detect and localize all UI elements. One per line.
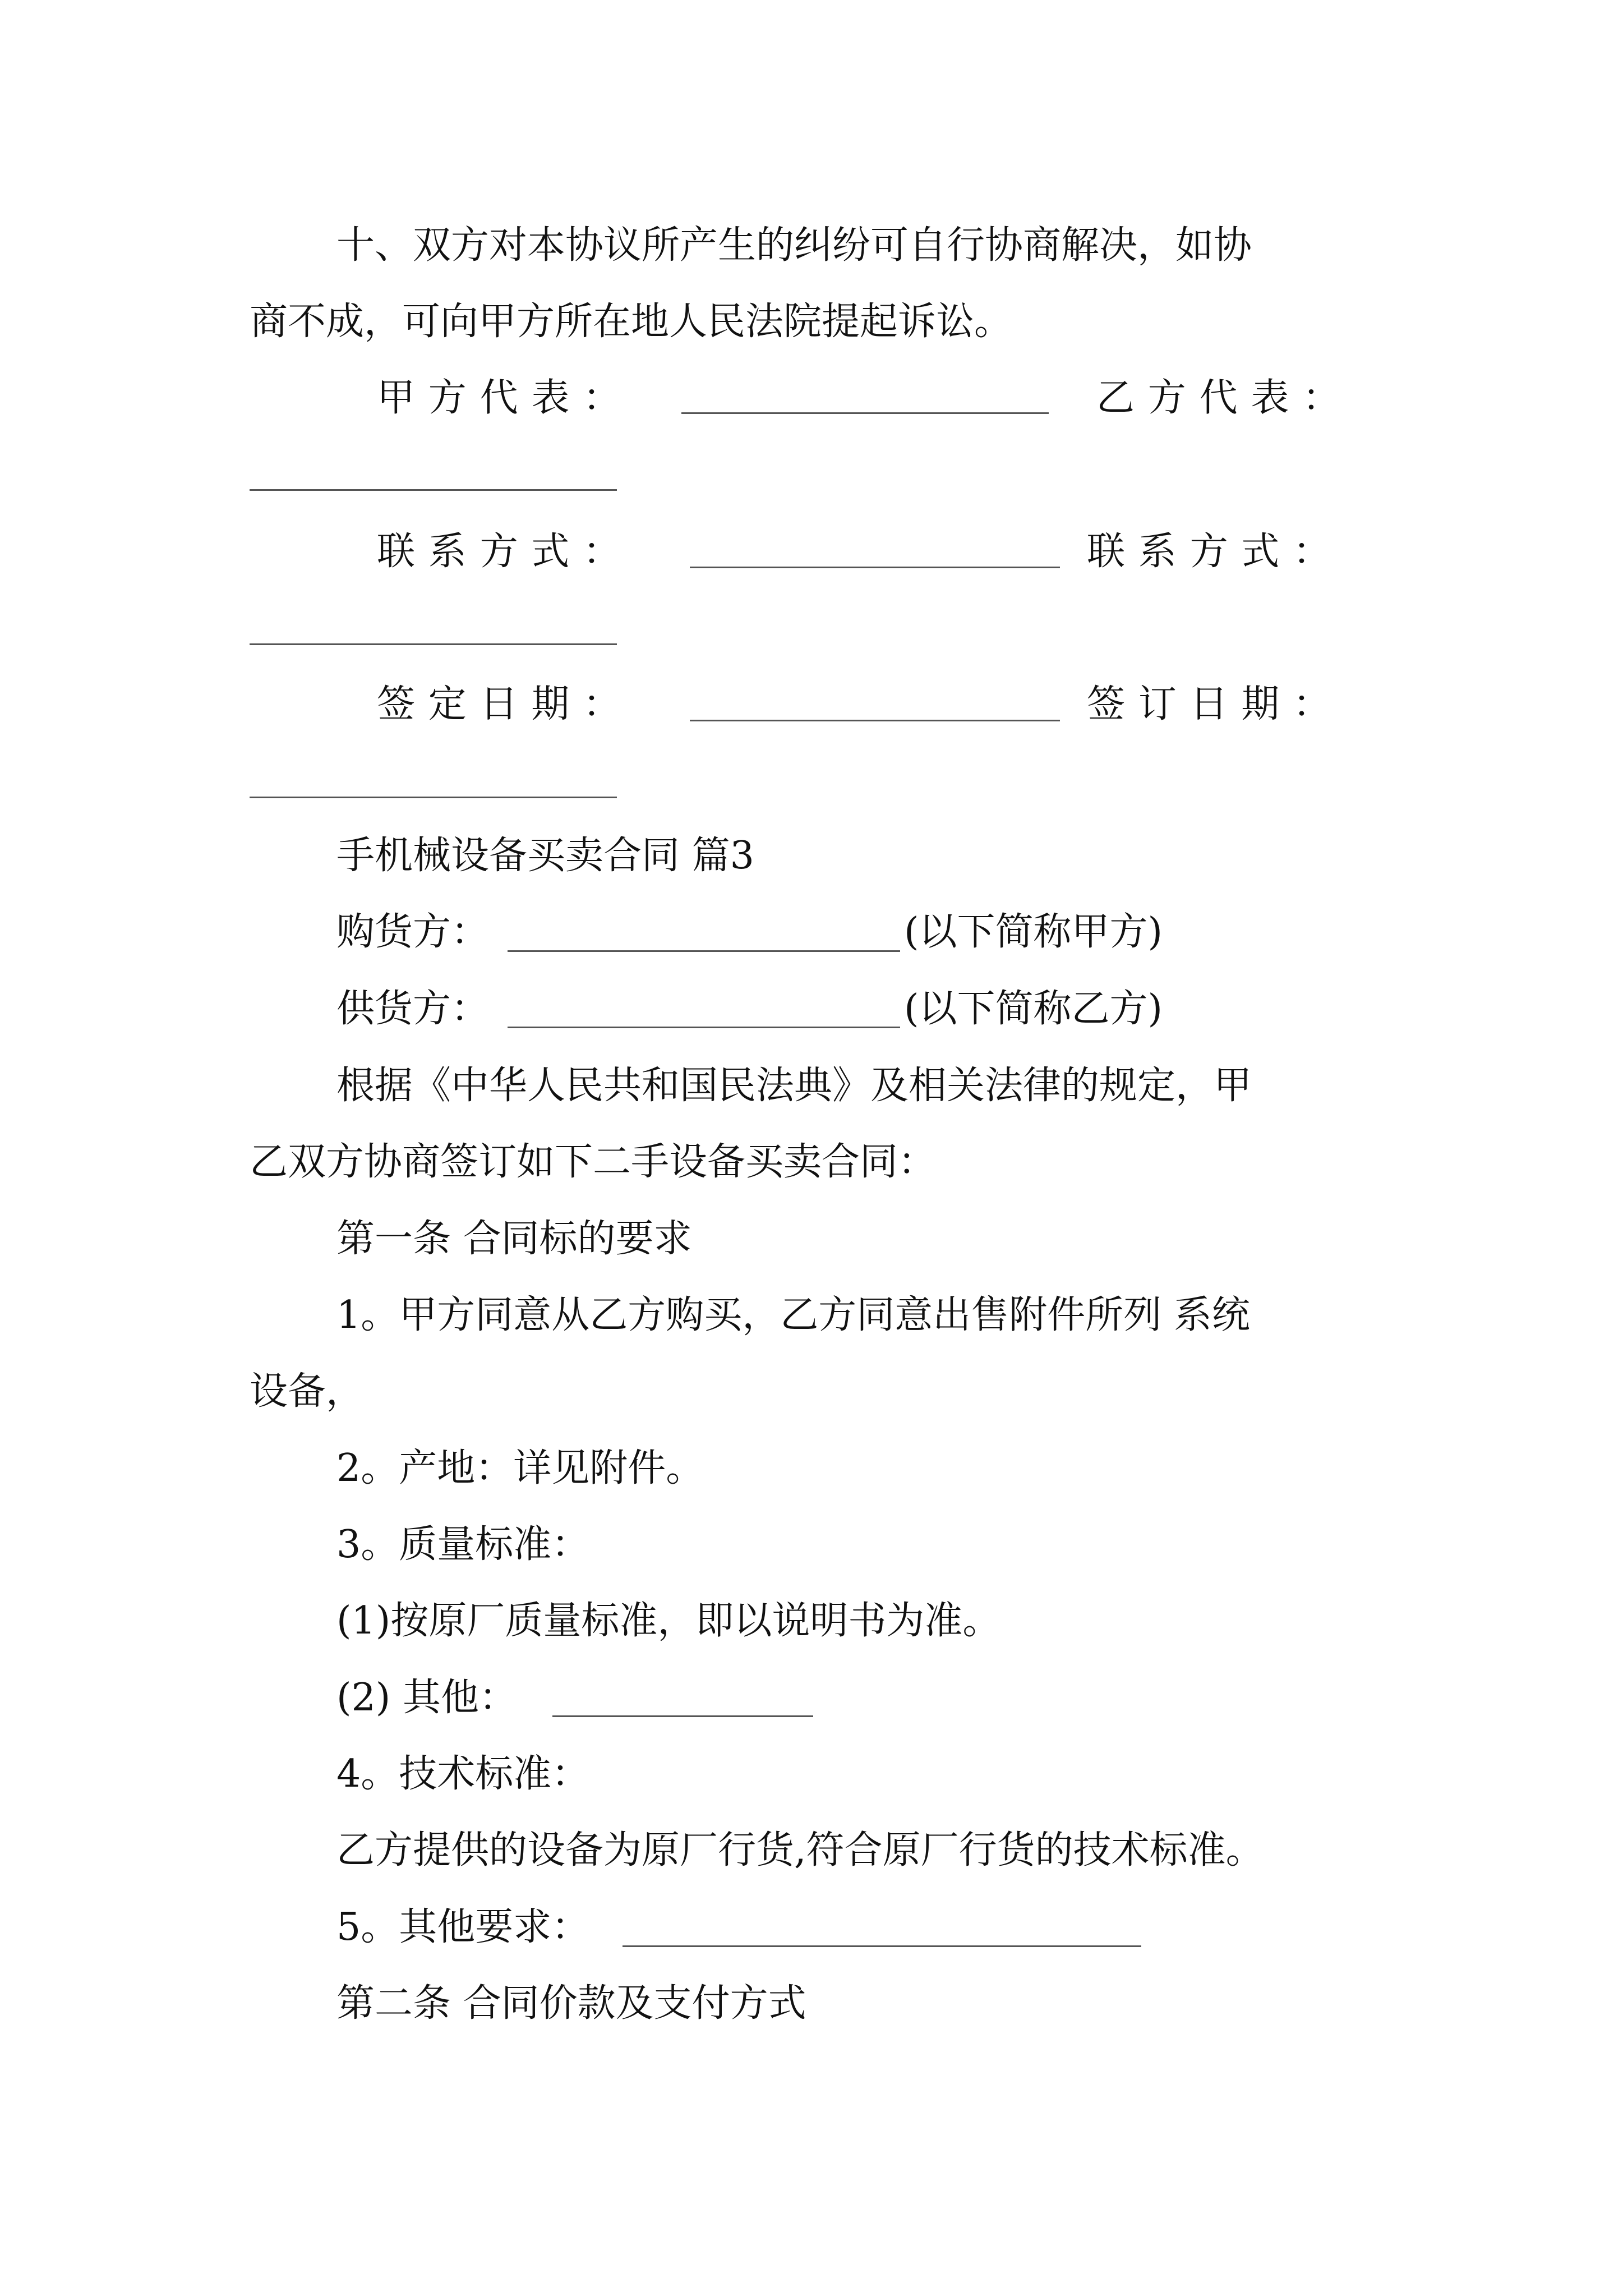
seller-label: 供货方： (336, 987, 490, 1031)
article2-title: 第二条 合同价款及支付方式 (336, 1981, 806, 2026)
clause10-line2: 商不成，可向甲方所在地人民法院提起诉讼。 (250, 300, 1013, 344)
item3-2-label: (2) 其他： (336, 1676, 517, 1720)
item5-label: 5。其他要求： (336, 1905, 590, 1949)
item2: 2。产地：详见附件。 (336, 1446, 704, 1490)
buyer-blank[interactable] (508, 950, 900, 952)
party-a-date-label: 签定日期： (377, 682, 635, 726)
item3-1: (1)按原厂质量标准，即以说明书为准。 (336, 1599, 1001, 1643)
preamble-line1: 根据《中华人民共和国民法典》及相关法律的规定，甲 (336, 1064, 1252, 1108)
item1-line2: 设备， (250, 1369, 365, 1414)
party-b-representative-label: 乙方代表： (1096, 376, 1354, 420)
item5-blank[interactable] (623, 1945, 1141, 1947)
buyer-label: 购货方： (336, 910, 490, 954)
item3: 3。质量标准： (336, 1522, 590, 1567)
seller-blank[interactable] (508, 1027, 900, 1028)
item4: 4。技术标准： (336, 1752, 590, 1796)
party-b-representative-blank[interactable] (250, 489, 617, 491)
clause10-line1: 十、双方对本协议所产生的纠纷可自行协商解决，如协 (336, 223, 1252, 268)
preamble-line2: 乙双方协商签订如下二手设备买卖合同： (250, 1140, 937, 1184)
item3-2-blank[interactable] (552, 1715, 813, 1717)
party-a-representative-blank[interactable] (681, 412, 1049, 414)
buyer-note: (以下简称甲方) (904, 910, 1163, 954)
item1-line1: 1。甲方同意从乙方购买，乙方同意出售附件所列 系统 (336, 1293, 1250, 1337)
party-a-contact-blank[interactable] (690, 567, 1060, 568)
party-b-date-label: 签订日期： (1087, 682, 1345, 726)
party-a-contact-label: 联系方式： (377, 530, 635, 574)
item4-text: 乙方提供的设备为原厂行货,符合原厂行货的技术标准。 (336, 1828, 1264, 1872)
party-b-contact-label: 联系方式： (1087, 530, 1345, 574)
party-b-date-blank[interactable] (250, 797, 617, 798)
party-a-date-blank[interactable] (690, 720, 1060, 721)
seller-note: (以下简称乙方) (904, 987, 1163, 1031)
party-a-representative-label: 甲方代表： (377, 376, 635, 420)
article1-title: 第一条 合同标的要求 (336, 1217, 692, 1261)
contract-title: 手机械设备买卖合同 篇3 (336, 834, 754, 878)
party-b-contact-blank[interactable] (250, 643, 617, 645)
